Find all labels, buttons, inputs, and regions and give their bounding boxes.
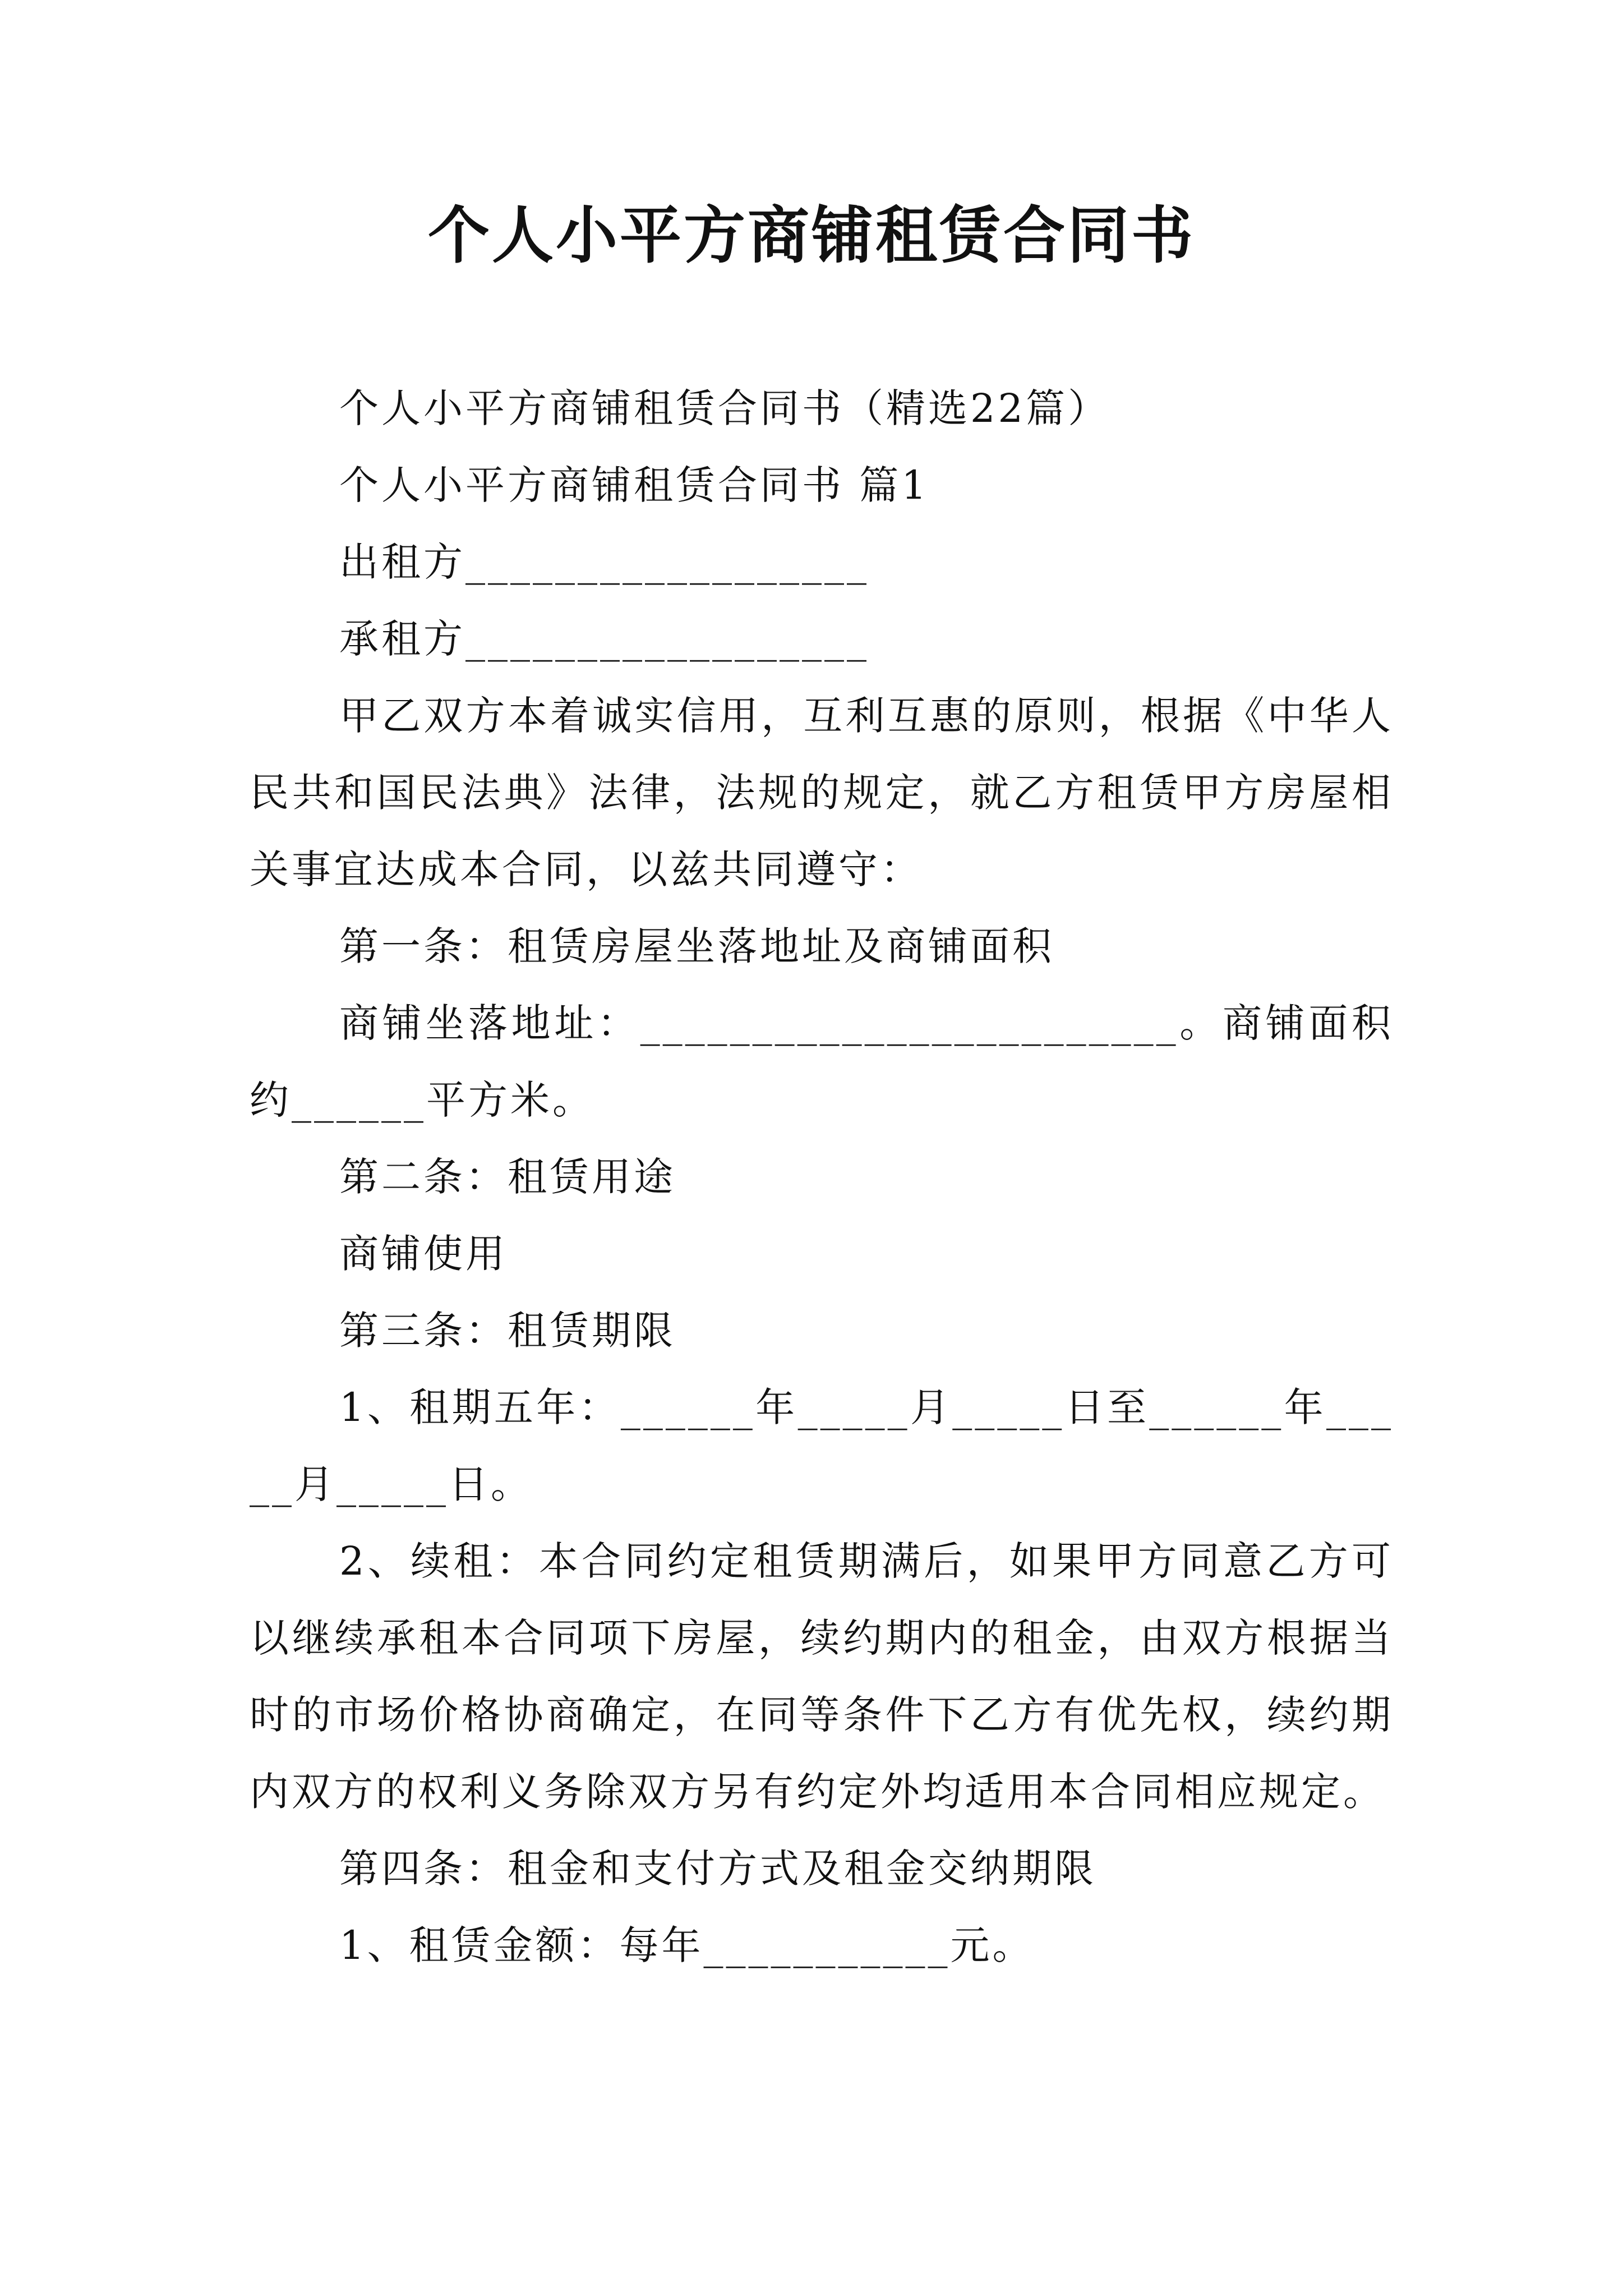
renewal-paragraph: 2、续租：本合同约定租赁期满后，如果甲方同意乙方可以继续承租本合同项下房屋，续约期内的租金，由双方根据当时的市场价格协商确定，在同等条件下乙方有优先权，续约期内双方的权利义务除双方另有约定外均适用本合同相应规定。 (250, 1538, 1394, 1815)
document-body (250, 370, 1394, 1984)
address-paragraph: 商铺坐落地址：________________________。商铺面积约______平方米。 (250, 1000, 1394, 1123)
article-3-heading: 第三条：租赁期限 (339, 1308, 676, 1354)
term-paragraph: 1、租期五年：______年_____月_____日至______年_____月_____日。 (250, 1384, 1394, 1507)
preamble-paragraph: 甲乙双方本着诚实信用，互利互惠的原则，根据《中华人民共和国民法典》法律，法规的规定，就乙方租赁甲方房屋相关事宜达成本合同，以兹共同遵守： (250, 693, 1394, 892)
article-1-heading: 第一条：租赁房屋坐落地址及商铺面积 (339, 923, 1054, 969)
article-4-heading: 第四条：租金和支付方式及租金交纳期限 (339, 1846, 1096, 1892)
article-2-heading: 第二条：租赁用途 (339, 1154, 676, 1200)
rent-amount-paragraph: 1、租赁金额：每年___________元。 (339, 1922, 1035, 1968)
lessee-line: 承租方__________________ (339, 616, 869, 662)
usage-paragraph: 商铺使用 (339, 1231, 508, 1277)
document-title: 个人小平方商铺租赁合同书 (428, 199, 1195, 272)
section-heading: 个人小平方商铺租赁合同书 篇1 (339, 462, 929, 508)
subtitle-paragraph: 个人小平方商铺租赁合同书（精选22篇） (339, 385, 1110, 431)
lessor-line: 出租方__________________ (339, 539, 869, 585)
